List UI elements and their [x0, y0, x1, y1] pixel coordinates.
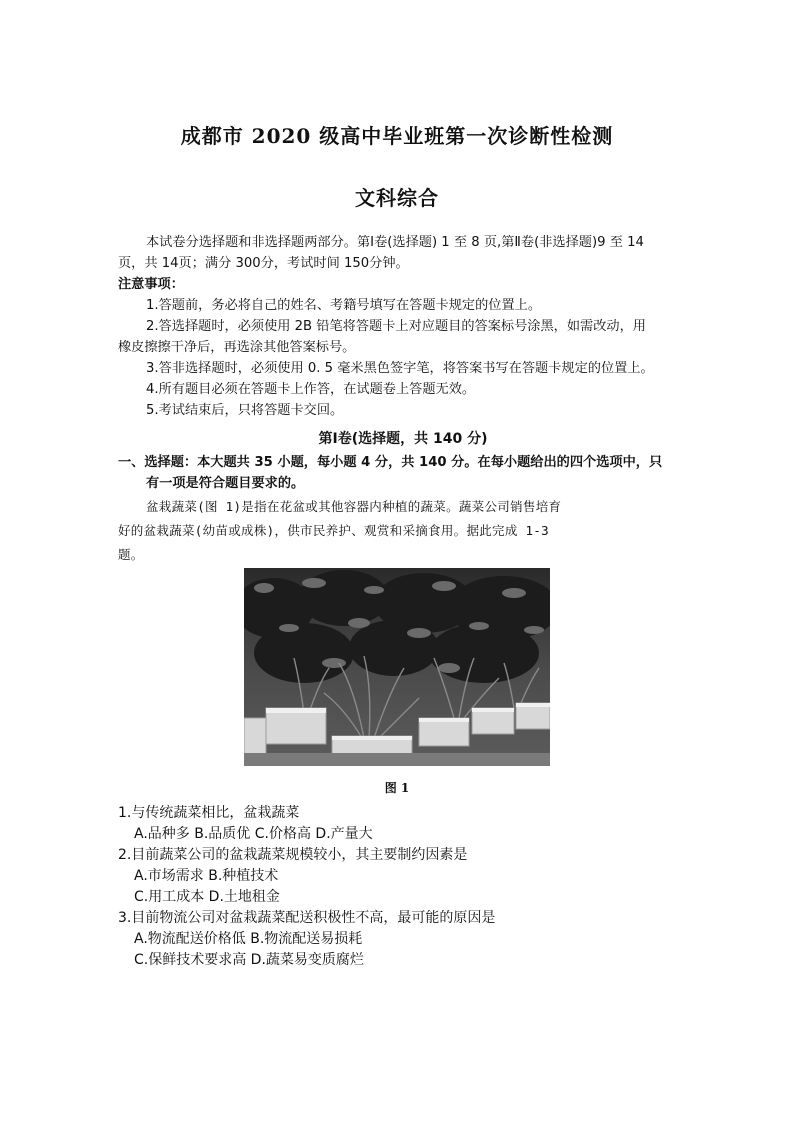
notice-item: 3.答非选择题时，必须使用 0. 5 毫米黑色签字笔，将答案书写在答题卡规定的位置上。 [146, 361, 654, 376]
notice-item: 4.所有题目必须在答题卡上作答，在试题卷上答题无效。 [146, 382, 476, 397]
question-options: A.品种多 B.品质优 C.价格高 D.产量大 [134, 826, 373, 842]
exam-subtitle: 文科综合 [355, 186, 439, 210]
question-options: C.用工成本 D.土地租金 [134, 889, 280, 905]
question-options: A.物流配送价格低 B.物流配送易损耗 [134, 931, 363, 947]
intro-line-2: 页，共 14页；满分 300分，考试时间 150分钟。 [118, 256, 409, 271]
intro-line-1: 本试卷分选择题和非选择题两部分。第Ⅰ卷(选择题) 1 至 8 页,第Ⅱ卷(非选择题)9 至 14 [146, 235, 644, 250]
passage-line-2: 好的盆栽蔬菜(幼苗或成株)，供市民养护、观赏和采摘食用。据此完成 1-3 [118, 523, 549, 538]
passage-line-1: 盆栽蔬菜(图 1)是指在花盆或其他容器内种植的蔬菜。蔬菜公司销售培育 [146, 499, 562, 514]
question-list [118, 803, 718, 971]
notice-item: 5.考试结束后，只将答题卡交回。 [146, 403, 344, 418]
photo-illustration [244, 568, 550, 766]
exam-body [118, 232, 688, 566]
question-stem: 1.与传统蔬菜相比，盆栽蔬菜 [118, 805, 300, 821]
notice-heading: 注意事项： [118, 277, 184, 292]
figure-caption: 图 1 [384, 781, 410, 795]
notice-item: 1.答题前，务必将自己的姓名、考籍号填写在答题卡规定的位置上。 [146, 298, 542, 313]
exam-title: 成都市 2020 级高中毕业班第一次诊断性检测 [180, 124, 614, 148]
question-stem: 2.目前蔬菜公司的盆栽蔬菜规模较小，其主要制约因素是 [118, 847, 468, 863]
potted-vegetables-photo [244, 568, 550, 766]
question-options: A.市场需求 B.种植技术 [134, 868, 279, 884]
question-options: C.保鲜技术要求高 D.蔬菜易变质腐烂 [134, 952, 364, 968]
notice-item-continued: 橡皮擦擦干净后，再选涂其他答案标号。 [118, 340, 356, 355]
section-title: 第Ⅰ卷(选择题，共 140 分) [318, 431, 488, 447]
section-instruction-line-1: 一、选择题：本大题共 35 小题，每小题 4 分，共 140 分。在每小题给出的四个选项中，只 [118, 455, 663, 470]
notice-item: 2.答选择题时，必须使用 2B 铅笔将答题卡上对应题目的答案标号涂黑，如需改动，用 [146, 319, 646, 334]
section-instruction-line-2: 有一项是符合题目要求的。 [146, 476, 305, 491]
passage-line-3: 题。 [118, 547, 144, 562]
question-stem: 3.目前物流公司对盆栽蔬菜配送积极性不高，最可能的原因是 [118, 910, 496, 926]
